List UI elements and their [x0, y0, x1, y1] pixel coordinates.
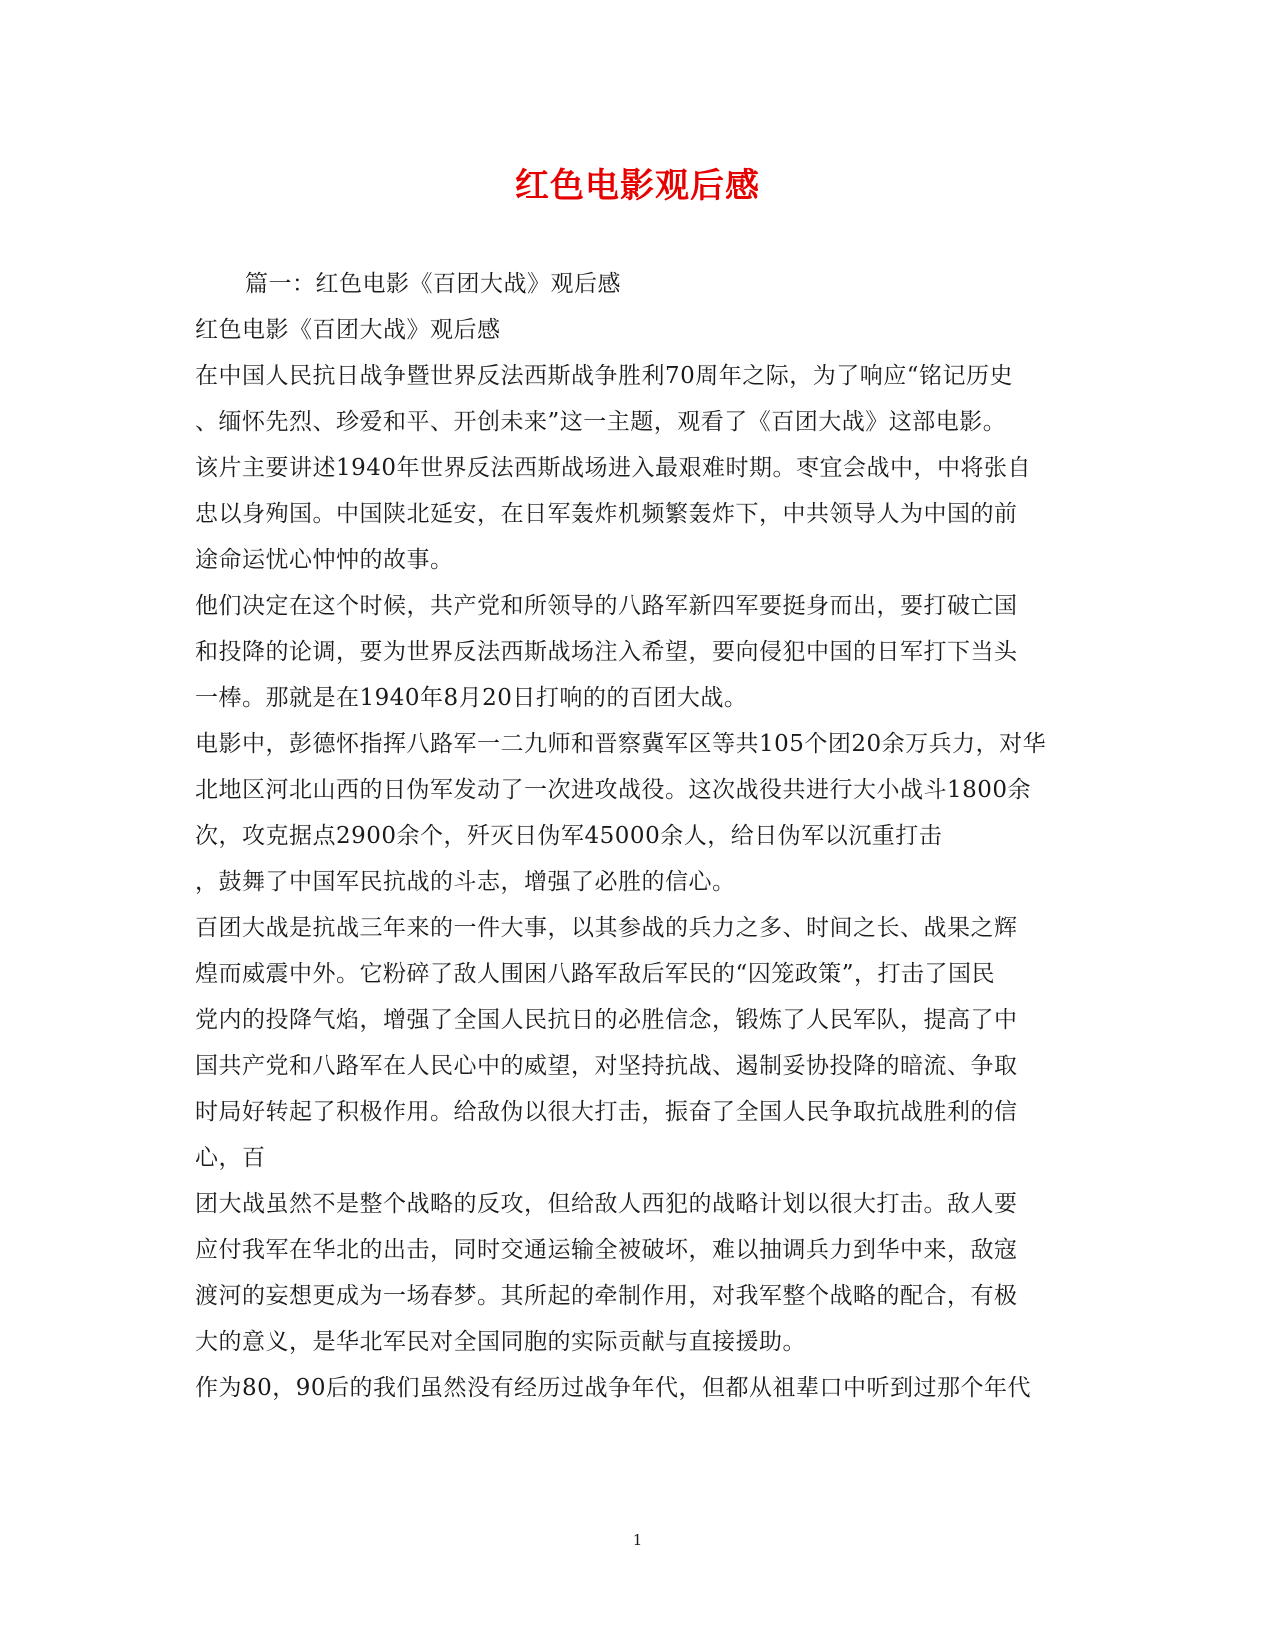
paragraph-line: 心，百 — [195, 1145, 266, 1171]
paragraph-line: 团大战虽然不是整个战略的反攻，但给敌人西犯的战略计划以很大打击。敌人要 — [195, 1191, 1018, 1217]
paragraph-line: 和投降的论调，要为世界反法西斯战场注入希望，要向侵犯中国的日军打下当头 — [195, 639, 1018, 665]
paragraph-line: 国共产党和八路军在人民心中的威望，对坚持抗战、遏制妥协投降的暗流、争取 — [195, 1053, 1018, 1079]
paragraph-line: 党内的投降气焰，增强了全国人民抗日的必胜信念，锻炼了人民军队，提高了中 — [195, 1007, 1018, 1033]
paragraph-line: 、缅怀先烈、珍爱和平、开创未来”这一主题，观看了《百团大战》这部电影。 — [195, 409, 1007, 435]
paragraph-line: 作为80，90后的我们虽然没有经历过战争年代，但都从祖辈口中听到过那个年代 — [195, 1375, 1032, 1401]
paragraph-line: 该片主要讲述1940年世界反法西斯战场进入最艰难时期。枣宜会战中，中将张自 — [195, 455, 1032, 481]
paragraph-line: 渡河的妄想更成为一场春梦。其所起的牵制作用，对我军整个战略的配合，有极 — [195, 1283, 1018, 1309]
paragraph-line: 北地区河北山西的日伪军发动了一次进攻战役。这次战役共进行大小战斗1800余 — [195, 777, 1032, 803]
paragraph-line: 煌而威震中外。它粉碎了敌人围困八路军敌后军民的“囚笼政策”，打击了国民 — [195, 961, 996, 987]
page-number: 1 — [632, 1531, 643, 1549]
paragraph-line: 大的意义，是华北军民对全国同胞的实际贡献与直接援助。 — [195, 1329, 806, 1355]
paragraph-line: 在中国人民抗日战争暨世界反法西斯战争胜利70周年之际，为了响应“铭记历史 — [195, 363, 1014, 389]
paragraph-line: 一棒。那就是在1940年8月20日打响的的百团大战。 — [195, 685, 748, 711]
section-heading: 篇一：红色电影《百团大战》观后感 — [245, 271, 621, 297]
paragraph-line: 时局好转起了积极作用。给敌伪以很大打击，振奋了全国人民争取抗战胜利的信 — [195, 1099, 1018, 1125]
paragraph-line: 应付我军在华北的出击，同时交通运输全被破坏，难以抽调兵力到华中来，敌寇 — [195, 1237, 1018, 1263]
paragraph-line: 百团大战是抗战三年来的一件大事，以其参战的兵力之多、时间之长、战果之辉 — [195, 915, 1018, 941]
subheading: 红色电影《百团大战》观后感 — [195, 317, 501, 343]
paragraph-line: 电影中，彭德怀指挥八路军一二九师和晋察冀军区等共105个团20余万兵力，对华 — [195, 731, 1047, 757]
paragraph-line: 次，攻克据点2900余个，歼灭日伪军45000余人，给日伪军以沉重打击 — [195, 823, 943, 849]
paragraph-line: 他们决定在这个时候，共产党和所领导的八路军新四军要挺身而出，要打破亡国 — [195, 593, 1018, 619]
paragraph-line: 忠以身殉国。中国陕北延安，在日军轰炸机频繁轰炸下，中共领导人为中国的前 — [195, 501, 1018, 527]
paragraph-line: ，鼓舞了中国军民抗战的斗志，增强了必胜的信心。 — [195, 869, 736, 895]
document-title: 红色电影观后感 — [515, 166, 760, 206]
paragraph-line: 途命运忧心忡忡的故事。 — [195, 547, 454, 573]
